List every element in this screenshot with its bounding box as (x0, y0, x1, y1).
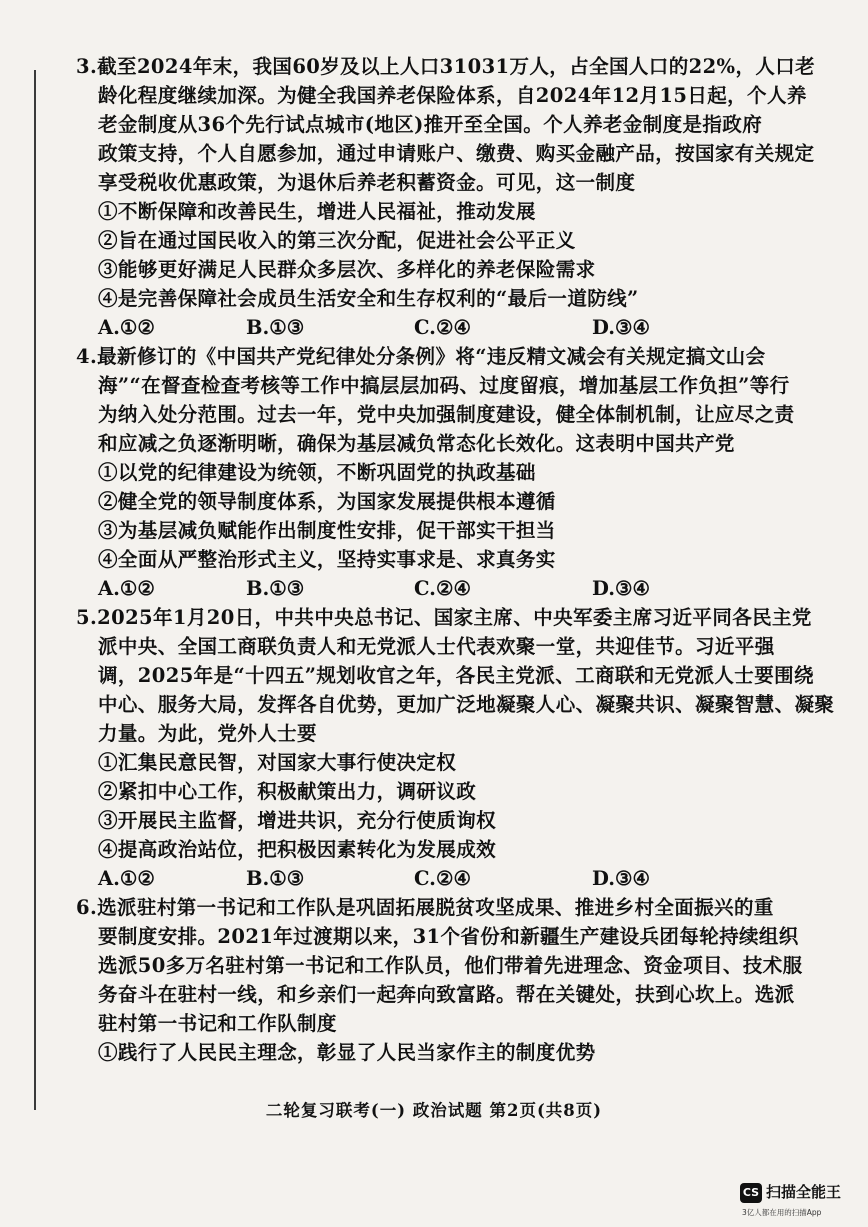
question-stem-line: 为纳入处分范围。过去一年，党中央加强制度建设，健全体制机制，让应尽之责 (98, 403, 795, 426)
statement-option: ④全面从严整治形式主义，坚持实事求是、求真务实 (98, 548, 556, 571)
answer-choice: C.②④ (414, 867, 471, 890)
statement-option: ①以党的纪律建设为统领，不断巩固党的执政基础 (98, 461, 536, 484)
answer-choices (76, 864, 796, 893)
statement-option: ③开展民主监督，增进共识，充分行使质询权 (98, 809, 497, 832)
statement-option: ②健全党的领导制度体系，为国家发展提供根本遵循 (98, 490, 556, 513)
watermark-subtitle: 3亿人都在用的扫描App (742, 1208, 822, 1217)
answer-choices (76, 313, 796, 342)
watermark-title: 扫描全能王 (766, 1183, 842, 1201)
statement-option: ③能够更好满足人民群众多层次、多样化的养老保险需求 (98, 258, 596, 281)
answer-choice: B.①③ (246, 577, 305, 600)
question-stem-line: 海”“在督查检查考核等工作中搞层层加码、过度留痕，增加基层工作负担”等行 (98, 374, 790, 397)
answer-choice: A.①② (98, 316, 155, 339)
answer-choice: D.③④ (592, 316, 650, 339)
answer-choice: B.①③ (246, 867, 305, 890)
page-footer: 二轮复习联考(一) 政治试题 第2页(共8页) (265, 1101, 603, 1120)
statement-option: ③为基层减负赋能作出制度性安排，促干部实干担当 (98, 519, 556, 542)
statement-option: ①不断保障和改善民生，增进人民福祉，推动发展 (98, 200, 536, 223)
question-block (76, 603, 835, 893)
question-stem-line: 4.最新修订的《中国共产党纪律处分条例》将“违反精文减会有关规定搞文山会 (76, 345, 766, 368)
question-stem-line: 驻村第一书记和工作队制度 (98, 1012, 337, 1035)
answer-choice: D.③④ (592, 867, 650, 890)
question-stem-line: 调，2025年是“十四五”规划收官之年，各民主党派、工商联和无党派人士要围绕 (98, 664, 814, 687)
question-stem-line: 和应减之负逐渐明晰，确保为基层减负常态化长效化。这表明中国共产党 (98, 432, 735, 455)
answer-choice: B.①③ (246, 316, 305, 339)
question-stem-line: 享受税收优惠政策，为退休后养老积蓄资金。可见，这一制度 (98, 171, 636, 194)
answer-choice: C.②④ (414, 316, 471, 339)
camscanner-logo-icon: CS (740, 1183, 762, 1203)
question-stem-line: 要制度安排。2021年过渡期以来，31个省份和新疆生产建设兵团每轮持续组织 (98, 925, 799, 948)
answer-choice: D.③④ (592, 577, 650, 600)
question-stem-line: 务奋斗在驻村一线，和乡亲们一起奔向致富路。帮在关键处，扶到心坎上。选派 (98, 983, 795, 1006)
question-stem-line: 3.截至2024年末，我国60岁及以上人口31031万人，占全国人口的22%，人口老 (76, 55, 816, 78)
scanner-watermark (740, 1179, 852, 1219)
answer-choice: C.②④ (414, 577, 471, 600)
statement-option: ①汇集民意民智，对国家大事行使决定权 (98, 751, 457, 774)
statement-option: ④是完善保障社会成员生活安全和生存权利的“最后一道防线” (98, 287, 639, 310)
question-block (76, 893, 803, 1067)
question-stem-line: 派中央、全国工商联负责人和无党派人士代表欢聚一堂，共迎佳节。习近平强 (98, 635, 775, 658)
statement-option: ④提高政治站位，把积极因素转化为发展成效 (98, 838, 497, 861)
answer-choices (76, 574, 796, 603)
question-block (76, 342, 796, 603)
question-stem-line: 龄化程度继续加深。为健全我国养老保险体系，自2024年12月15日起，个人养 (98, 84, 807, 107)
question-stem-line: 中心、服务大局，发挥各自优势，更加广泛地凝聚人心、凝聚共识、凝聚智慧、凝聚 (98, 693, 835, 716)
question-list (76, 52, 835, 1067)
question-stem-line: 5.2025年1月20日，中共中央总书记、国家主席、中央军委主席习近平同各民主党 (76, 606, 812, 629)
question-stem-line: 选派50多万名驻村第一书记和工作队员，他们带着先进理念、资金项目、技术服 (98, 954, 803, 977)
answer-choice: A.①② (98, 867, 155, 890)
question-block (76, 52, 816, 342)
answer-choice: A.①② (98, 577, 155, 600)
statement-option: ②紧扣中心工作，积极献策出力，调研议政 (98, 780, 477, 803)
question-stem-line: 力量。为此，党外人士要 (98, 722, 317, 745)
question-stem-line: 6.选派驻村第一书记和工作队是巩固拓展脱贫攻坚成果、推进乡村全面振兴的重 (76, 896, 774, 919)
question-stem-line: 政策支持，个人自愿参加，通过申请账户、缴费、购买金融产品，按国家有关规定 (98, 142, 815, 165)
statement-option: ②旨在通过国民收入的第三次分配，促进社会公平正义 (98, 229, 576, 252)
statement-option: ①践行了人民民主理念，彰显了人民当家作主的制度优势 (98, 1041, 596, 1064)
binding-margin-line (34, 70, 36, 1110)
question-stem-line: 老金制度从36个先行试点城市(地区)推开至全国。个人养老金制度是指政府 (98, 113, 763, 136)
